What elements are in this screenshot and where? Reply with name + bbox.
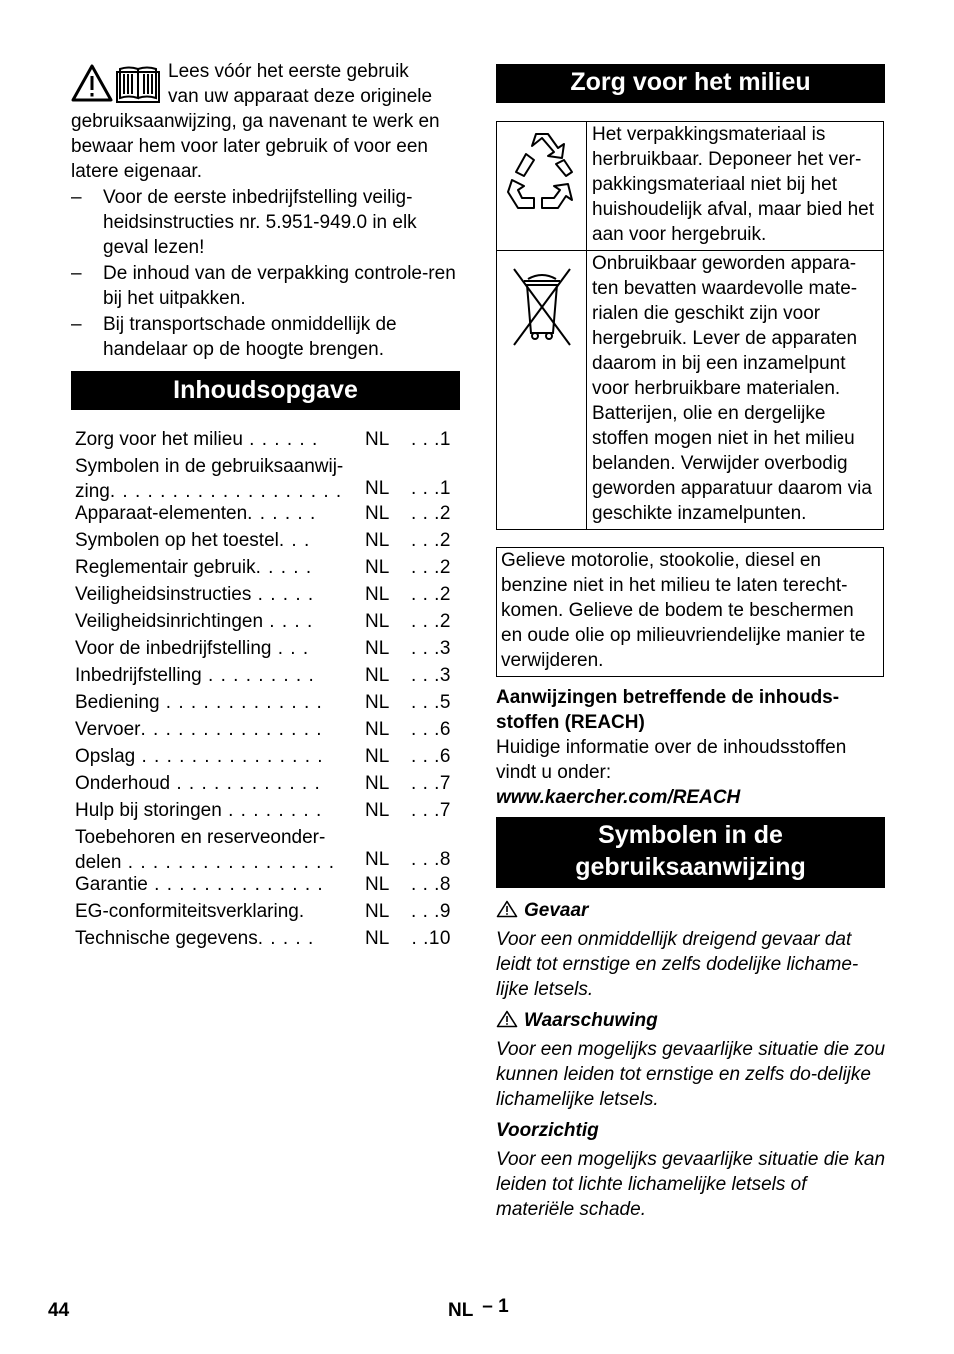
intro-bullet bbox=[71, 261, 461, 311]
intro-text-line1: Lees vóór het eerste gebruik bbox=[168, 61, 409, 82]
toc-leader-dots: . . . . . . . . . . . . . . . . . bbox=[121, 852, 335, 873]
toc-leader-dots: . . . . . . . . . . . . . . . bbox=[135, 746, 324, 767]
toc-entry-title bbox=[75, 717, 365, 742]
intro-icons bbox=[71, 64, 161, 104]
toc-entry-title bbox=[75, 926, 365, 951]
toc-leader-dots: . . . . . . . . bbox=[221, 800, 323, 821]
footer-page-ref: – 1 bbox=[482, 1296, 509, 1317]
bullet-dash: – bbox=[71, 263, 82, 284]
toc-entry-language: NL bbox=[365, 557, 390, 578]
toc-leader-dots: . . . . . . . . . . . . bbox=[170, 773, 321, 794]
recycling-text: Het verpakkingsmateriaal is herbruikbaar. Deponeer het ver-pakkingsmateriaal niet bij het huishoudelijk afval, maar bied het aan voor hergebruik. bbox=[587, 122, 884, 251]
toc-entry bbox=[75, 501, 460, 528]
toc-entry-title bbox=[75, 825, 365, 875]
toc-heading: Inhoudsopgave bbox=[71, 371, 460, 410]
toc-entry-language: NL bbox=[365, 584, 390, 605]
toc-entry-title-text: Opslag bbox=[75, 746, 136, 767]
toc-leader-dots: . . . . . . . . . bbox=[201, 665, 315, 686]
toc-entry-page: . . .2 bbox=[411, 611, 451, 632]
toc-entry-page: . .10 bbox=[411, 928, 451, 949]
toc-entry bbox=[75, 899, 460, 926]
toc-entry-title-text: Zorg voor het milieu bbox=[75, 429, 243, 450]
environment-row bbox=[497, 251, 884, 530]
toc-entry-language: NL bbox=[365, 530, 390, 551]
toc-entry-language: NL bbox=[365, 746, 390, 767]
toc-leader-dots: . bbox=[298, 901, 306, 922]
toc-entry-language: NL bbox=[365, 692, 390, 713]
oil-note-box: Gelieve motorolie, stookolie, diesel en benzine niet in het milieu te laten terecht-komen. Gelieve de bodem te beschermen en oude olie op milieuvriendelijke manier te verwijderen. bbox=[496, 547, 884, 677]
toc-leader-dots: . . . . . . . . . . . . . . . . . . . bbox=[109, 481, 343, 502]
toc-leader-dots: . . . bbox=[271, 638, 310, 659]
toc-entry bbox=[75, 926, 460, 953]
toc-entry-language: NL bbox=[365, 638, 390, 659]
toc-entry-page: . . .2 bbox=[411, 503, 451, 524]
toc-entry-page: . . .3 bbox=[411, 665, 451, 686]
toc-entry-title-text: Reglementair gebruik bbox=[75, 557, 256, 578]
intro-section bbox=[71, 59, 461, 362]
toc-entry-title-text: Garantie bbox=[75, 874, 148, 895]
toc-entry-title-text: zing bbox=[75, 481, 110, 502]
bullet-dash: – bbox=[71, 314, 82, 335]
toc-entry-title-text: Bediening bbox=[75, 692, 160, 713]
toc-entry bbox=[75, 771, 460, 798]
symbol-description-danger: Voor een onmiddellijk dreigend gevaar dat leidt tot ernstige en zelfs dodelijke lichame-lijke letsels. bbox=[496, 929, 859, 1000]
toc-entry-language: NL bbox=[365, 611, 390, 632]
toc-entry-language: NL bbox=[365, 719, 390, 740]
toc-entry-page: . . .3 bbox=[411, 638, 451, 659]
bullet-text: Bij transportschade onmiddellijk de handelaar op de hoogte brengen. bbox=[103, 314, 397, 360]
toc-entry-language: NL bbox=[365, 849, 390, 870]
symbols-heading-line2: gebruiksaanwijzing bbox=[575, 853, 806, 881]
toc-entry-page: . . .1 bbox=[411, 429, 451, 450]
warning-triangle-icon bbox=[496, 1010, 518, 1028]
toc-entry-page: . . .2 bbox=[411, 584, 451, 605]
reach-text: Huidige informatie over de inhoudsstoffen vindt u onder: bbox=[496, 737, 847, 783]
toc-entry-language: NL bbox=[365, 665, 390, 686]
toc-entry bbox=[75, 744, 460, 771]
toc-entry bbox=[75, 663, 460, 690]
toc-leader-dots: . . . . . bbox=[255, 557, 313, 578]
toc-entry bbox=[75, 798, 460, 825]
symbol-label-caution: Voorzichtig bbox=[496, 1120, 599, 1141]
toc-entry-title-text: Onderhoud bbox=[75, 773, 171, 794]
toc-entry-language: NL bbox=[365, 928, 390, 949]
environment-table bbox=[496, 121, 884, 530]
toc-entry-title bbox=[75, 555, 365, 580]
table-of-contents bbox=[75, 427, 460, 953]
toc-entry-title-line1: Toebehoren en reserveonder- bbox=[75, 827, 326, 848]
toc-entry-title bbox=[75, 501, 365, 526]
toc-leader-dots: . . . . bbox=[263, 611, 314, 632]
toc-entry-title-text: Technische gegevens bbox=[75, 928, 258, 949]
environment-heading: Zorg voor het milieu bbox=[496, 64, 885, 103]
toc-entry-language: NL bbox=[365, 800, 390, 821]
warning-triangle-icon bbox=[496, 900, 518, 918]
toc-entry-language: NL bbox=[365, 478, 390, 499]
toc-entry-title bbox=[75, 427, 365, 452]
toc-leader-dots: . . . . . bbox=[251, 584, 315, 605]
bullet-text: Voor de eerste inbedrijfstelling veilig-heidsinstructies nr. 5.951-949.0 in elk geval lezen! bbox=[103, 187, 417, 258]
toc-entry bbox=[75, 582, 460, 609]
toc-leader-dots: . . . . . bbox=[257, 928, 315, 949]
toc-entry-title-text: Inbedrijfstelling bbox=[75, 665, 202, 686]
toc-entry-page: . . .8 bbox=[411, 849, 451, 870]
symbol-description-caution: Voor een mogelijks gevaarlijke situatie die kan leiden tot lichte lichamelijke letsels of materiële schade. bbox=[496, 1149, 886, 1220]
disposal-text: Onbruikbaar geworden appara-ten bevatten waardevolle mate-rialen die geschikt zijn voor hergebruik. Lever de apparaten daarom in bij een inzamelpunt voor herbruikbare materialen. Batterijen, olie en dergelijke stoffen mogen niet in het milieu belanden. Verwijder overbodig geworden apparatuur daarom via geschikte inzamelpunten. bbox=[587, 251, 884, 530]
toc-leader-dots: . . . . . . . . . . . . . . . bbox=[140, 719, 323, 740]
toc-entry bbox=[75, 636, 460, 663]
symbol-label-danger bbox=[496, 898, 888, 923]
intro-text-line2: van uw apparaat deze originele bbox=[168, 86, 433, 107]
symbol-label-warning bbox=[496, 1008, 888, 1033]
toc-entry-language: NL bbox=[365, 874, 390, 895]
toc-leader-dots: . . . . . . bbox=[247, 503, 317, 524]
toc-entry-page: . . .7 bbox=[411, 800, 451, 821]
toc-entry-title bbox=[75, 872, 365, 897]
toc-entry-page: . . .6 bbox=[411, 746, 451, 767]
toc-entry bbox=[75, 454, 460, 501]
manual-book-icon bbox=[117, 68, 159, 103]
symbols-heading-line1: Symbolen in de bbox=[598, 821, 783, 849]
toc-entry bbox=[75, 825, 460, 872]
toc-entry-title bbox=[75, 609, 365, 634]
toc-entry-title-line1: Symbolen in de gebruiksaanwij- bbox=[75, 456, 344, 477]
toc-entry-title-text: Apparaat-elementen bbox=[75, 503, 248, 524]
toc-entry-title-text: Hulp bij storingen bbox=[75, 800, 222, 821]
bullet-text: De inhoud van de verpakking controle-ren bij het uitpakken. bbox=[103, 263, 456, 309]
reach-url-link[interactable]: www.kaercher.com/REACH bbox=[496, 787, 741, 808]
toc-entry-language: NL bbox=[365, 773, 390, 794]
recycling-icon-cell bbox=[497, 122, 587, 251]
toc-entry-page: . . .5 bbox=[411, 692, 451, 713]
recycling-icon bbox=[502, 132, 582, 222]
environment-row bbox=[497, 122, 884, 251]
toc-entry-title bbox=[75, 690, 365, 715]
toc-entry-title bbox=[75, 771, 365, 796]
symbols-section bbox=[496, 896, 888, 1228]
toc-entry-page: . . .1 bbox=[411, 478, 451, 499]
toc-entry-title bbox=[75, 454, 365, 504]
toc-entry-title-text: Veiligheidsinstructies bbox=[75, 584, 252, 605]
toc-entry-title-text: Voor de inbedrijfstelling bbox=[75, 638, 272, 659]
symbol-label-text: Waarschuwing bbox=[524, 1010, 658, 1031]
footer-label bbox=[448, 1298, 509, 1323]
crossed-out-bin-icon bbox=[502, 261, 582, 351]
toc-entry-title bbox=[75, 744, 365, 769]
intro-bullet bbox=[71, 312, 461, 362]
toc-leader-dots: . . . . . . . . . . . . . . bbox=[147, 874, 324, 895]
toc-entry bbox=[75, 609, 460, 636]
warning-triangle-icon bbox=[73, 66, 111, 100]
toc-entry bbox=[75, 528, 460, 555]
toc-entry-title-text: delen bbox=[75, 852, 122, 873]
toc-entry-title-text: EG-conformiteitsverklaring bbox=[75, 901, 299, 922]
symbol-description-warning: Voor een mogelijks gevaarlijke situatie die zou kunnen leiden tot ernstige en zelfs do-delijke lichamelijke letsels. bbox=[496, 1039, 886, 1110]
toc-leader-dots: . . . . . . bbox=[242, 429, 319, 450]
toc-entry-page: . . .8 bbox=[411, 874, 451, 895]
toc-entry-title bbox=[75, 899, 365, 924]
toc-leader-dots: . . . . . . . . . . . . . bbox=[159, 692, 323, 713]
toc-entry bbox=[75, 555, 460, 582]
toc-entry bbox=[75, 872, 460, 899]
footer-lang: NL bbox=[448, 1300, 473, 1321]
reach-heading: Aanwijzingen betreffende de inhouds-stoffen (REACH) bbox=[496, 687, 840, 733]
toc-entry-title bbox=[75, 582, 365, 607]
toc-entry bbox=[75, 690, 460, 717]
reach-section bbox=[496, 685, 886, 810]
toc-entry-page: . . .2 bbox=[411, 530, 451, 551]
toc-entry-language: NL bbox=[365, 901, 390, 922]
toc-leader-dots: . . . bbox=[278, 530, 311, 551]
symbol-label-text: Gevaar bbox=[524, 900, 589, 921]
toc-entry-language: NL bbox=[365, 503, 390, 524]
toc-entry-page: . . .9 bbox=[411, 901, 451, 922]
toc-entry bbox=[75, 717, 460, 744]
symbols-heading bbox=[496, 817, 885, 888]
bullet-dash: – bbox=[71, 187, 82, 208]
toc-entry-page: . . .6 bbox=[411, 719, 451, 740]
toc-entry-title-text: Veiligheidsinrichtingen bbox=[75, 611, 264, 632]
toc-entry-title-text: Vervoer bbox=[75, 719, 141, 740]
toc-entry-title bbox=[75, 663, 365, 688]
toc-entry-title bbox=[75, 798, 365, 823]
bin-icon-cell bbox=[497, 251, 587, 530]
intro-bullet bbox=[71, 185, 461, 260]
toc-entry-title bbox=[75, 636, 365, 661]
intro-text-rest: gebruiksaanwijzing, ga navenant te werk en bewaar hem voor later gebruik of voor een latere eigenaar. bbox=[71, 111, 440, 182]
toc-entry-title bbox=[75, 528, 365, 553]
toc-entry-language: NL bbox=[365, 429, 390, 450]
toc-entry-title-text: Symbolen op het toestel bbox=[75, 530, 279, 551]
page-number: 44 bbox=[48, 1300, 70, 1321]
toc-entry-page: . . .2 bbox=[411, 557, 451, 578]
toc-entry bbox=[75, 427, 460, 454]
toc-entry-page: . . .7 bbox=[411, 773, 451, 794]
